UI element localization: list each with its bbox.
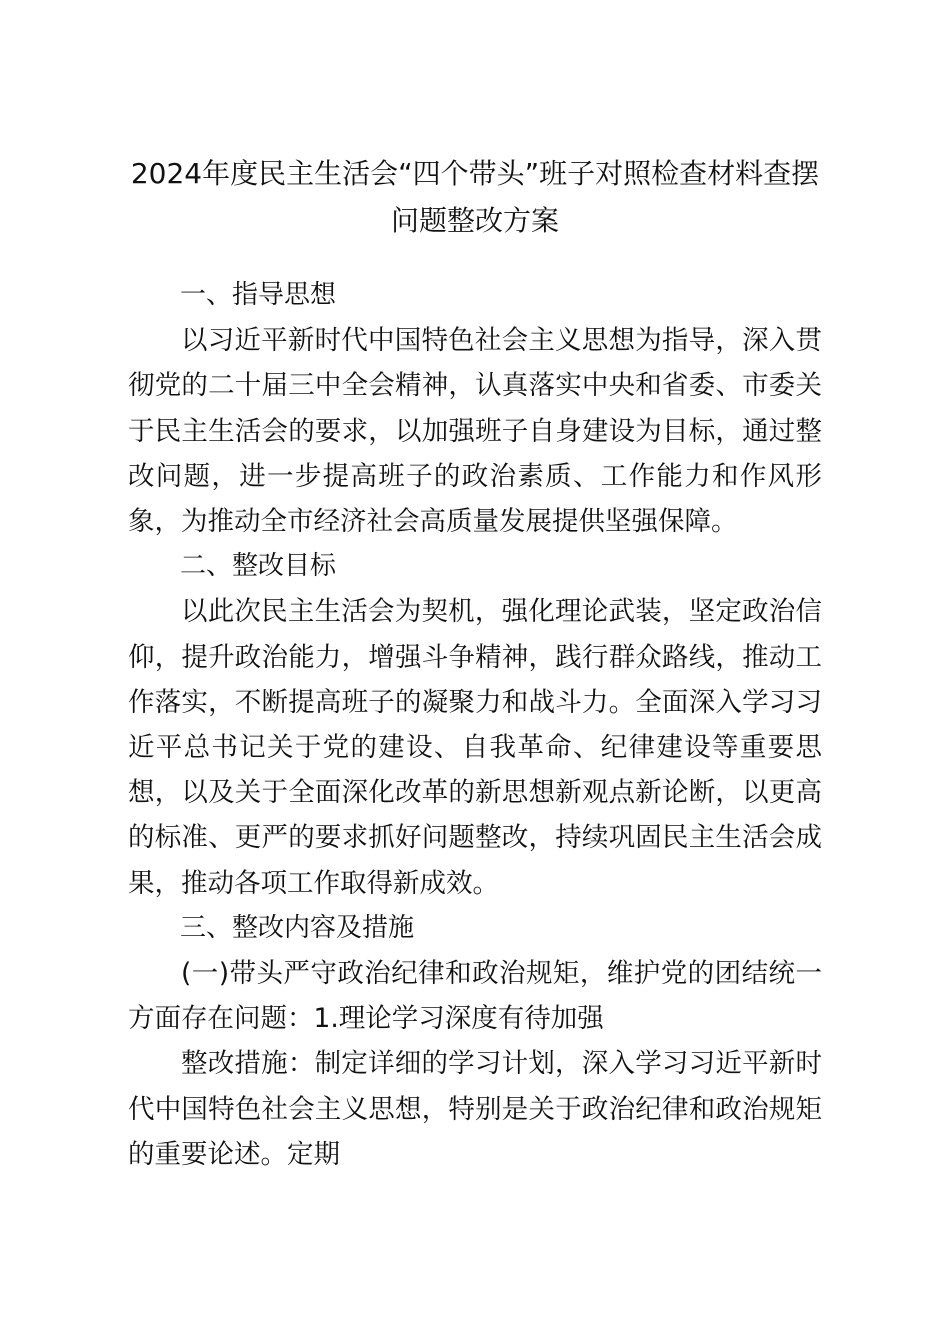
section-heading-rectification-goals: 二、整改目标 — [180, 551, 337, 582]
paragraph-rectification-measures: 整改措施：制定详细的学习计划，深入学习习近平新时代中国特色社会主义思想，特别是关于政治纪律和政治规矩的重要论述。定期 — [128, 1048, 822, 1170]
document-title: 2024年度民主生活会“四个带头”班子对照检查材料查摆问题整改方案 — [130, 157, 820, 237]
paragraph-problem-item-1: (一)带头严守政治纪律和政治规矩，维护党的团结统一方面存在问题：1.理论学习深度有待加强 — [128, 958, 822, 1035]
paragraph-guiding-ideology: 以习近平新时代中国特色社会主义思想为指导，深入贯彻党的二十届三中全会精神，认真落实中央和省委、市委关于民主生活会的要求，以加强班子自身建设为目标，通过整改问题，进一步提高班子的政治素质、工作能力和作风形象，为推动全市经济社会高质量发展提供坚强保障。 — [128, 325, 822, 538]
document-body — [128, 273, 822, 1177]
section-heading-guiding-ideology: 一、指导思想 — [180, 280, 337, 310]
section-heading-content-and-measures: 三、整改内容及措施 — [180, 912, 415, 943]
paragraph-rectification-goals: 以此次民主生活会为契机，强化理论武装，坚定政治信仰，提升政治能力，增强斗争精神，践行群众路线，推动工作落实，不断提高班子的凝聚力和战斗力。全面深入学习习近平总书记关于党的建设、自我革命、纪律建设等重要思想，以及关于全面深化改革的新思想新观点新论断，以更高的标准、更严的要求抓好问题整改，持续巩固民主生活会成果，推动各项工作取得新成效。 — [128, 596, 822, 899]
